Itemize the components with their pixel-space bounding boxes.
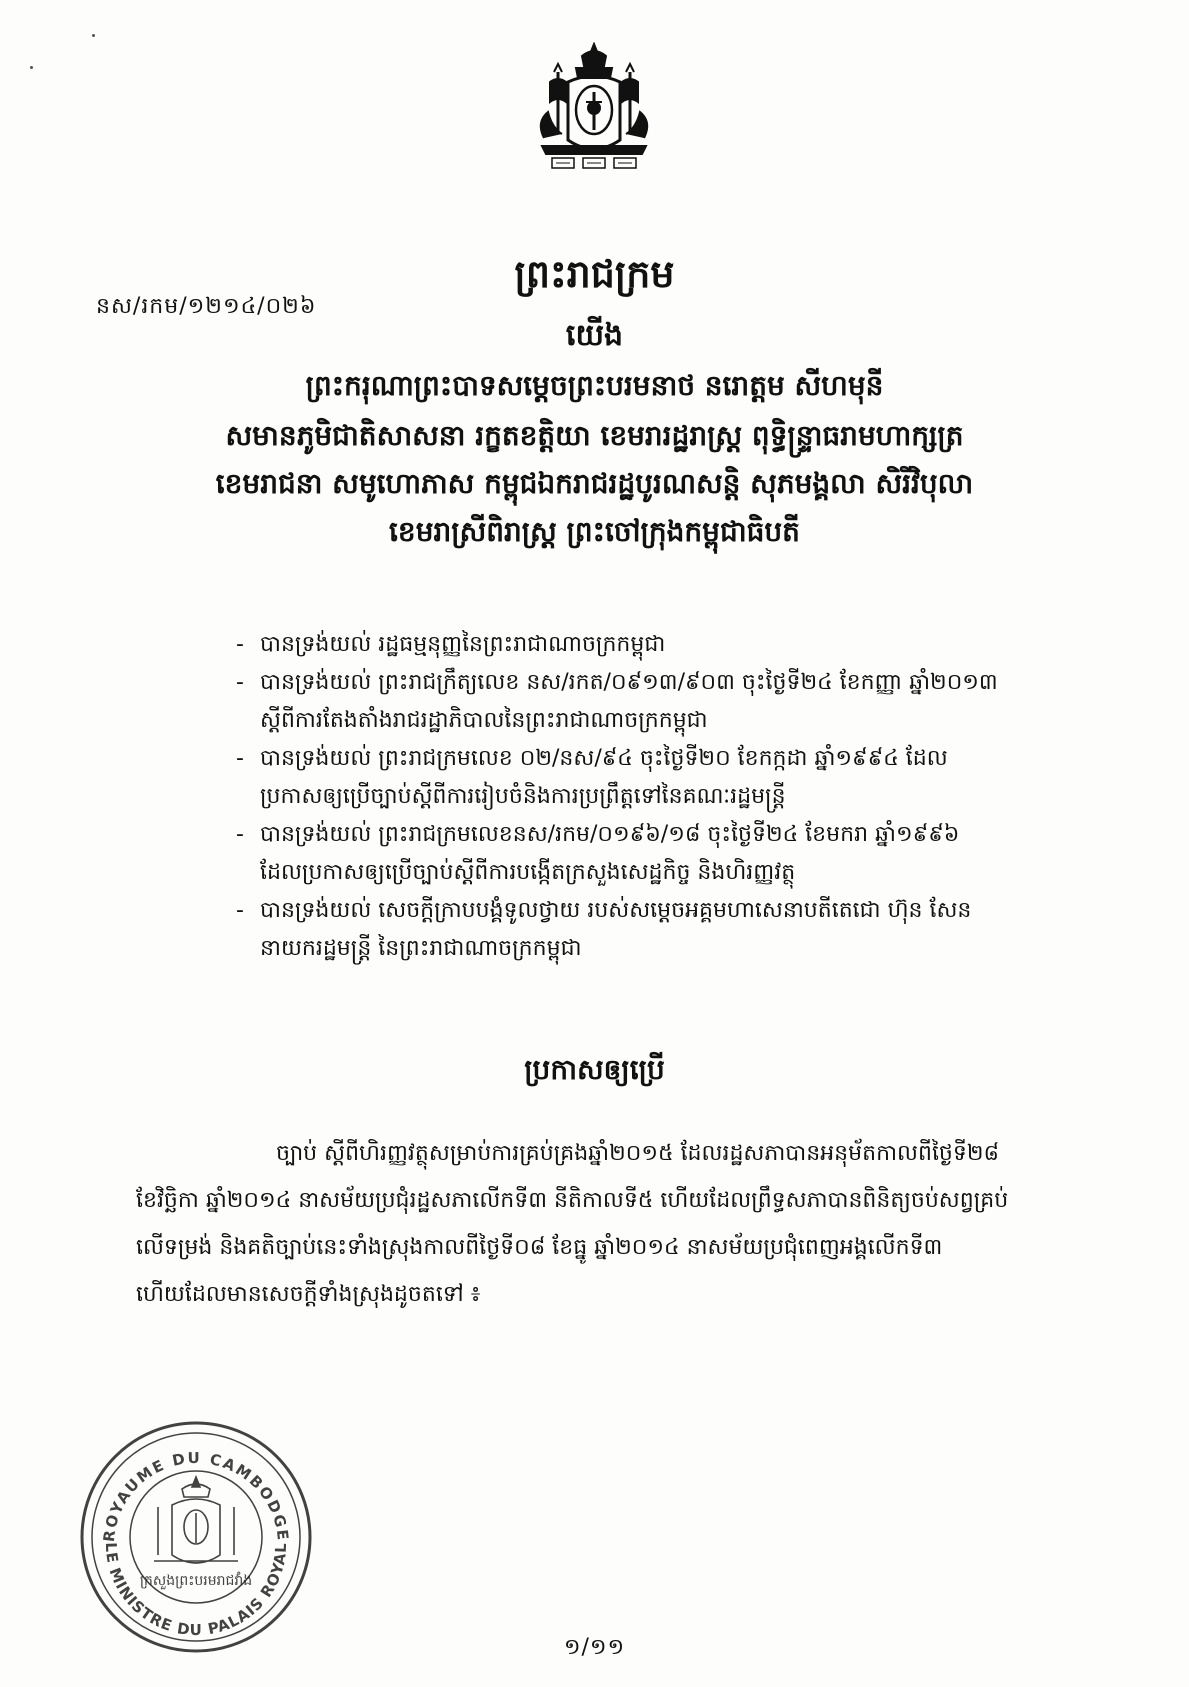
consideration-line: ដែលប្រកាសឲ្យប្រើច្បាប់ស្តីពីការបង្កើតក្រសួងសេដ្ឋកិច្ច និងហិរញ្ញវត្ថុ — [260, 860, 796, 885]
body-line: ច្បាប់ ស្តីពីហិរញ្ញវត្ថុសម្រាប់ការគ្រប់គ្រងឆ្នាំ២០១៥ ដែលរដ្ឋសភាបានអនុម័តកាលពីថ្ងៃទី២៨ — [276, 1141, 1000, 1166]
consideration-item — [236, 664, 1106, 740]
body-line: ហើយដែលមានសេចក្តីទាំងស្រុងដូចតទៅ ៖ — [136, 1282, 481, 1307]
page-number: ១/១១ — [563, 1635, 626, 1660]
king-title-line: ខេមរាស្រីពិរាស្ត្រ ព្រះចៅក្រុងកម្ពុជាធិបតី — [389, 515, 800, 548]
body-line: ខែវិច្ឆិកា ឆ្នាំ២០១៤ នាសម័យប្រជុំរដ្ឋសភាលើកទី៣ នីតិកាលទី៥ ហើយដែលព្រឹទ្ធសភាបានពិនិត្យចប់សព្វគ្រប់ — [136, 1188, 1009, 1213]
considerations-list — [236, 626, 1106, 968]
svg-text:ក្រសួងព្រះបរមរាជវាំង: ក្រសួងព្រះបរមរាជវាំង — [139, 1573, 253, 1589]
king-title-line: ខេមរាជនា សមូហោភាស កម្ពុជឯករាជរដ្ឋបូរណសន្តិ សុភមង្គលា សិរីវិបុលា — [215, 467, 974, 500]
king-title-line: ព្រះករុណាព្រះបាទសម្តេចព្រះបរមនាថ នរោត្តម សីហមុនី — [305, 369, 884, 402]
scan-speck — [30, 66, 33, 69]
royal-palace-seal-icon — [76, 1415, 316, 1660]
consideration-item — [236, 892, 1106, 968]
consideration-line: ស្តីពីការតែងតាំងរាជរដ្ឋាភិបាលនៃព្រះរាជាណាចក្រកម្ពុជា — [260, 708, 708, 733]
promulgate-heading: ប្រកាសឲ្យប្រើ — [524, 1053, 665, 1086]
consideration-line: - បានទ្រង់យល់ រដ្ឋធម្មនុញ្ញនៃព្រះរាជាណាចក្រកម្ពុជា — [260, 632, 666, 657]
decree-we-heading: យើង — [565, 318, 624, 353]
decree-body-paragraph — [136, 1130, 1086, 1318]
scan-speck — [92, 34, 95, 37]
consideration-item — [236, 740, 1106, 816]
consideration-line: - បានទ្រង់យល់ សេចក្តីក្រាបបង្គំទូលថ្វាយ របស់សម្តេចអគ្គមហាសេនាបតីតេជោ ហ៊ុន សែន — [260, 898, 972, 923]
consideration-line: - បានទ្រង់យល់ ព្រះរាជក្រមលេខ ០២/នស/៩៤ ចុះថ្ងៃទី២០ ខែកក្កដា ឆ្នាំ១៩៩៤ ដែល — [260, 746, 948, 771]
consideration-line: - បានទ្រង់យល់ ព្រះរាជក្រមលេខនស/រកម/០១៩៦/១៨ ចុះថ្ងៃទី២៤ ខែមករា ឆ្នាំ១៩៩៦ — [260, 822, 960, 847]
king-title-line: សមានភូមិជាតិសាសនា រក្ខតខត្តិយា ខេមរារដ្ឋរាស្ត្រ ពុទ្ធិន្ទ្រាធរាមហាក្សត្រ — [225, 419, 964, 452]
decree-title: ព្រះរាជក្រម — [514, 252, 675, 296]
reference-number: នស/រកម/១២១៤/០២៦ — [96, 294, 317, 319]
royal-arms-of-cambodia-icon — [532, 42, 656, 178]
body-line: លើទម្រង់ និងគតិច្បាប់នេះទាំងស្រុងកាលពីថ្ងៃទី០៨ ខែធ្នូ ឆ្នាំ២០១៤ នាសម័យប្រជុំពេញអង្គលើកទី៣ — [136, 1235, 943, 1260]
consideration-line: - បានទ្រង់យល់ ព្រះរាជក្រឹត្យលេខ នស/រកត/០៩១៣/៩០៣ ចុះថ្ងៃទី២៤ ខែកញ្ញា ឆ្នាំ២០១៣ — [260, 670, 998, 695]
svg-text:ROYAUME DU CAMBODGE: ROYAUME DU CAMBODGE — [99, 1448, 293, 1543]
svg-text:LE MINISTRE DU PALAIS ROYAL: LE MINISTRE DU PALAIS ROYAL — [101, 1542, 291, 1640]
consideration-line: នាយករដ្ឋមន្ត្រី នៃព្រះរាជាណាចក្រកម្ពុជា — [260, 936, 582, 961]
consideration-item — [236, 626, 1106, 664]
consideration-line: ប្រកាសឲ្យប្រើច្បាប់ស្តីពីការរៀបចំនិងការប្រព្រឹត្តទៅនៃគណៈរដ្ឋមន្ត្រី — [260, 784, 786, 809]
consideration-item — [236, 816, 1106, 892]
